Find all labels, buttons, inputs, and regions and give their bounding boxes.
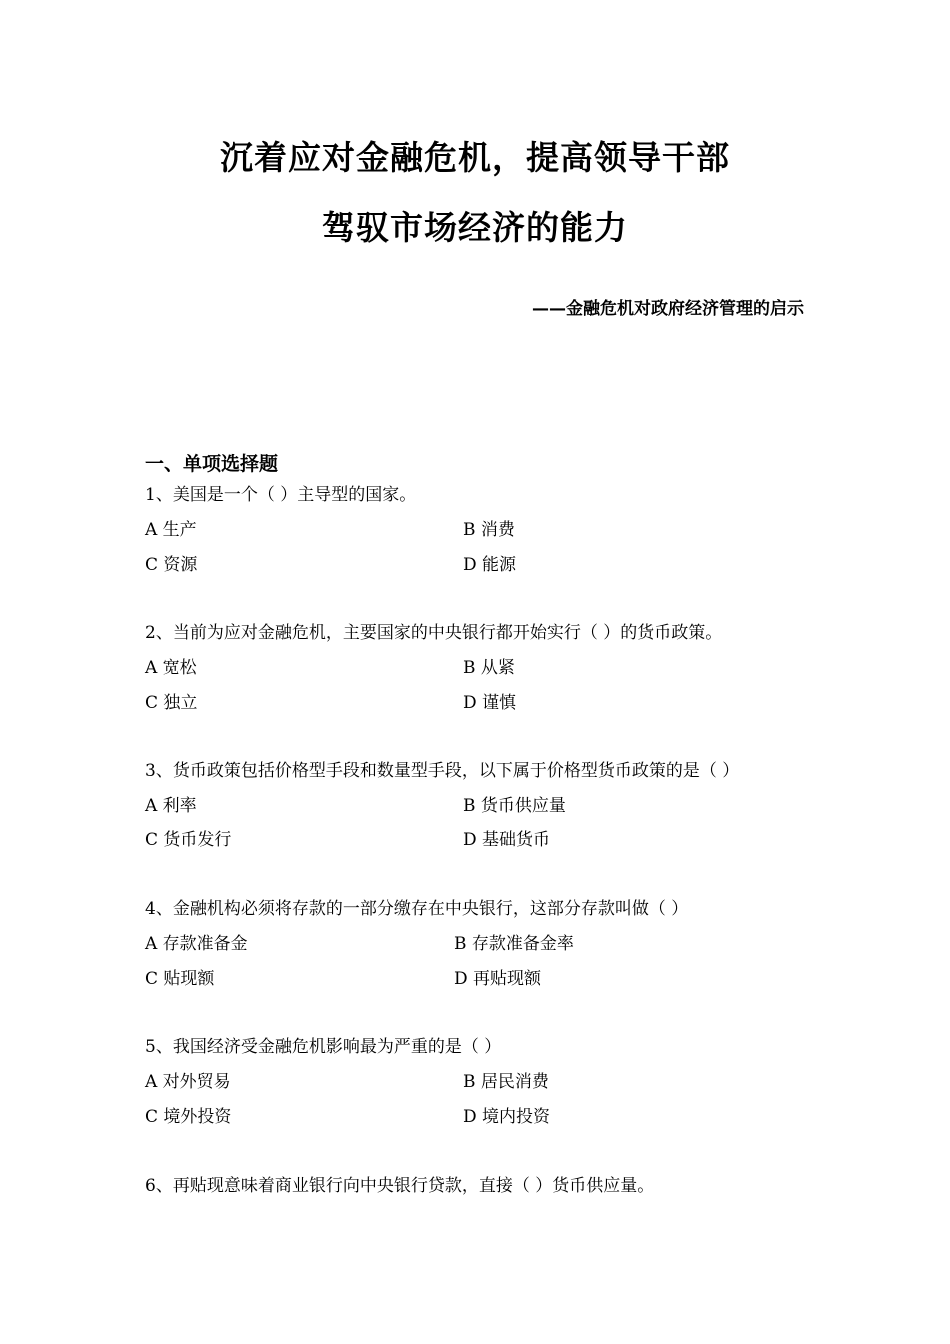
question-5-option-d: D 境内投资 [463,1107,551,1127]
question-4-option-a: A 存款准备金 [145,934,248,954]
question-5-option-c: C 境外投资 [145,1107,232,1127]
page-title-line-2: 驾驭市场经济的能力 [322,208,628,247]
question-5-option-b: B 居民消费 [463,1072,549,1092]
question-3-option-d: D 基础货币 [463,830,551,850]
question-1-option-a: A 生产 [145,520,197,540]
question-3-option-b: B 货币供应量 [463,796,566,816]
page-title-line-1: 沉着应对金融危机，提高领导干部 [220,138,730,177]
question-2-option-a: A 宽松 [145,658,197,678]
question-2-text: 2、当前为应对金融危机，主要国家的中央银行都开始实行（ ）的货币政策。 [145,623,723,643]
section-heading: 一、单项选择题 [145,453,279,475]
question-2-option-d: D 谨慎 [463,693,517,713]
question-1-option-d: D 能源 [463,555,517,575]
question-4-text: 4、金融机构必须将存款的一部分缴存在中央银行，这部分存款叫做（ ） [145,899,689,919]
question-1-option-b: B 消费 [463,520,515,540]
question-5-option-a: A 对外贸易 [145,1072,231,1092]
question-3-option-c: C 货币发行 [145,830,232,850]
question-4-option-b: B 存款准备金率 [454,934,574,954]
page-subtitle: ——金融危机对政府经济管理的启示 [532,299,804,319]
question-4-option-c: C 贴现额 [145,969,215,989]
question-5-text: 5、我国经济受金融危机影响最为严重的是（ ） [145,1037,502,1057]
question-6-text: 6、再贴现意味着商业银行向中央银行贷款，直接（ ）货币供应量。 [145,1176,655,1196]
question-3-option-a: A 利率 [145,796,197,816]
question-1-option-c: C 资源 [145,555,198,575]
question-4-option-d: D 再贴现额 [454,969,542,989]
question-2-option-b: B 从紧 [463,658,515,678]
question-2-option-c: C 独立 [145,693,198,713]
question-3-text: 3、货币政策包括价格型手段和数量型手段，以下属于价格型货币政策的是（ ） [145,761,740,781]
question-1-text: 1、美国是一个（ ）主导型的国家。 [145,485,417,505]
